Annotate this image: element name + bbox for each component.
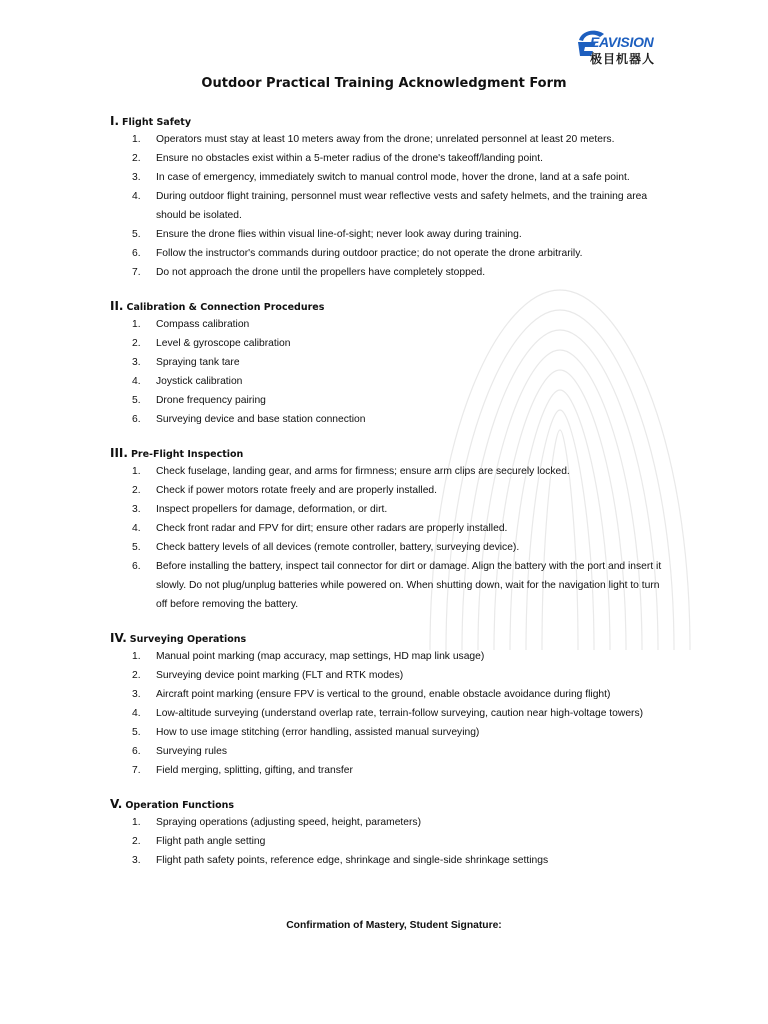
item-text: Check fuselage, landing gear, and arms for firmness; ensure arm clips are securely locked. [156, 466, 570, 477]
list-item [110, 851, 670, 870]
item-text: Surveying device and base station connection [156, 414, 366, 425]
list-item [110, 225, 670, 244]
list-item [110, 557, 670, 614]
list-item [110, 813, 670, 832]
item-number: 5. [132, 727, 141, 738]
brand-logo [576, 26, 668, 68]
item-text: Aircraft point marking (ensure FPV is vertical to the ground, enable obstacle avoidance during flight) [156, 689, 611, 700]
list-item [110, 372, 670, 391]
item-number: 3. [132, 172, 141, 183]
item-number: 5. [132, 395, 141, 406]
list-item [110, 149, 670, 168]
section [110, 629, 670, 780]
item-text: Before installing the battery, inspect tail connector for dirt or damage. Align the battery with the port and insert it slowly. Do not plug/unplug batteries while powered on. When shutting down, wait for the navigation light to turn off before removing the battery. [156, 561, 662, 610]
item-text: Ensure the drone flies within visual line-of-sight; never look away during training. [156, 229, 522, 240]
item-number: 2. [132, 485, 141, 496]
item-number: 4. [132, 708, 141, 719]
list-item [110, 168, 670, 187]
item-text: Follow the instructor's commands during outdoor practice; do not operate the drone arbitrarily. [156, 248, 583, 259]
list-item [110, 244, 670, 263]
list-item [110, 410, 670, 429]
section-numeral: V. [110, 797, 123, 811]
section-heading [110, 297, 670, 315]
item-list [110, 315, 670, 429]
item-list [110, 813, 670, 870]
logo-chinese-name: 极目机器人 [590, 52, 656, 66]
item-number: 7. [132, 267, 141, 278]
item-text: How to use image stitching (error handling, assisted manual surveying) [156, 727, 480, 738]
section-heading-text: Pre-Flight Inspection [130, 449, 244, 460]
section-heading [110, 795, 670, 813]
item-number: 3. [132, 357, 141, 368]
item-text: Inspect propellers for damage, deformation, or dirt. [156, 504, 388, 515]
section-numeral: IV. [110, 631, 127, 645]
list-item [110, 263, 670, 282]
item-number: 1. [132, 817, 141, 828]
item-text: During outdoor flight training, personnel must wear reflective vests and safety helmets, and the training area should be isolated. [156, 191, 648, 221]
section [110, 297, 670, 429]
item-list [110, 647, 670, 780]
item-number: 5. [132, 229, 141, 240]
item-number: 2. [132, 836, 141, 847]
item-text: Do not approach the drone until the propellers have completely stopped. [156, 267, 486, 278]
section-numeral: III. [110, 446, 128, 460]
item-text: Level & gyroscope calibration [156, 338, 291, 349]
list-item [110, 334, 670, 353]
section-numeral: I. [110, 114, 120, 128]
item-text: In case of emergency, immediately switch to manual control mode, hover the drone, land at a safe point. [156, 172, 630, 183]
list-item [110, 761, 670, 780]
item-text: Ensure no obstacles exist within a 5-meter radius of the drone's takeoff/landing point. [156, 153, 543, 164]
item-number: 4. [132, 376, 141, 387]
item-number: 3. [132, 855, 141, 866]
item-text: Field merging, splitting, gifting, and transfer [156, 765, 353, 776]
item-text: Check if power motors rotate freely and are properly installed. [156, 485, 438, 496]
item-text: Flight path angle setting [156, 836, 266, 847]
list-item [110, 519, 670, 538]
section-heading [110, 629, 670, 647]
section-heading [110, 444, 670, 462]
item-list [110, 462, 670, 614]
signature-line: Confirmation of Mastery, Student Signature: [286, 920, 502, 931]
item-number: 1. [132, 651, 141, 662]
item-number: 4. [132, 523, 141, 534]
item-number: 1. [132, 466, 141, 477]
item-text: Operators must stay at least 10 meters away from the drone; unrelated personnel at least 20 meters. [156, 134, 615, 145]
list-item [110, 538, 670, 557]
list-item [110, 685, 670, 704]
section-heading-text: Calibration & Connection Procedures [126, 302, 325, 313]
item-text: Spraying operations (adjusting speed, height, parameters) [156, 817, 422, 828]
list-item [110, 704, 670, 723]
item-number: 6. [132, 248, 141, 259]
item-text: Joystick calibration [156, 376, 243, 387]
item-number: 1. [132, 319, 141, 330]
item-text: Spraying tank tare [156, 357, 240, 368]
list-item [110, 481, 670, 500]
item-text: Drone frequency pairing [156, 395, 266, 406]
list-item [110, 462, 670, 481]
item-number: 3. [132, 504, 141, 515]
section [110, 444, 670, 614]
section [110, 112, 670, 282]
item-text: Check battery levels of all devices (remote controller, battery, surveying device). [156, 542, 520, 553]
document-title: Outdoor Practical Training Acknowledgment Form [201, 76, 567, 91]
item-text: Low-altitude surveying (understand overlap rate, terrain-follow surveying, caution near high-voltage towers) [156, 708, 644, 719]
item-text: Flight path safety points, reference edge, shrinkage and single-side shrinkage settings [156, 855, 549, 866]
section-heading-text: Surveying Operations [129, 634, 247, 645]
list-item [110, 500, 670, 519]
item-text: Surveying device point marking (FLT and RTK modes) [156, 670, 404, 681]
list-item [110, 832, 670, 851]
item-number: 2. [132, 153, 141, 164]
list-item [110, 723, 670, 742]
list-item [110, 187, 670, 225]
item-text: Manual point marking (map accuracy, map settings, HD map link usage) [156, 651, 485, 662]
item-number: 2. [132, 338, 141, 349]
item-number: 6. [132, 746, 141, 757]
item-number: 4. [132, 191, 141, 202]
section-heading-text: Flight Safety [122, 117, 192, 128]
section-heading [110, 112, 670, 130]
section-numeral: II. [110, 299, 124, 313]
item-number: 7. [132, 765, 141, 776]
form-body [110, 112, 670, 885]
list-item [110, 742, 670, 761]
list-item [110, 353, 670, 372]
item-number: 6. [132, 414, 141, 425]
section [110, 795, 670, 870]
item-list [110, 130, 670, 282]
item-number: 5. [132, 542, 141, 553]
item-number: 1. [132, 134, 141, 145]
list-item [110, 647, 670, 666]
logo-wordmark: EAVISION [590, 34, 654, 50]
item-text: Check front radar and FPV for dirt; ensure other radars are properly installed. [156, 523, 508, 534]
section-heading-text: Operation Functions [125, 800, 235, 811]
item-number: 3. [132, 689, 141, 700]
item-number: 6. [132, 561, 141, 572]
item-number: 2. [132, 670, 141, 681]
list-item [110, 315, 670, 334]
list-item [110, 130, 670, 149]
list-item [110, 666, 670, 685]
item-text: Surveying rules [156, 746, 227, 757]
list-item [110, 391, 670, 410]
item-text: Compass calibration [156, 319, 250, 330]
